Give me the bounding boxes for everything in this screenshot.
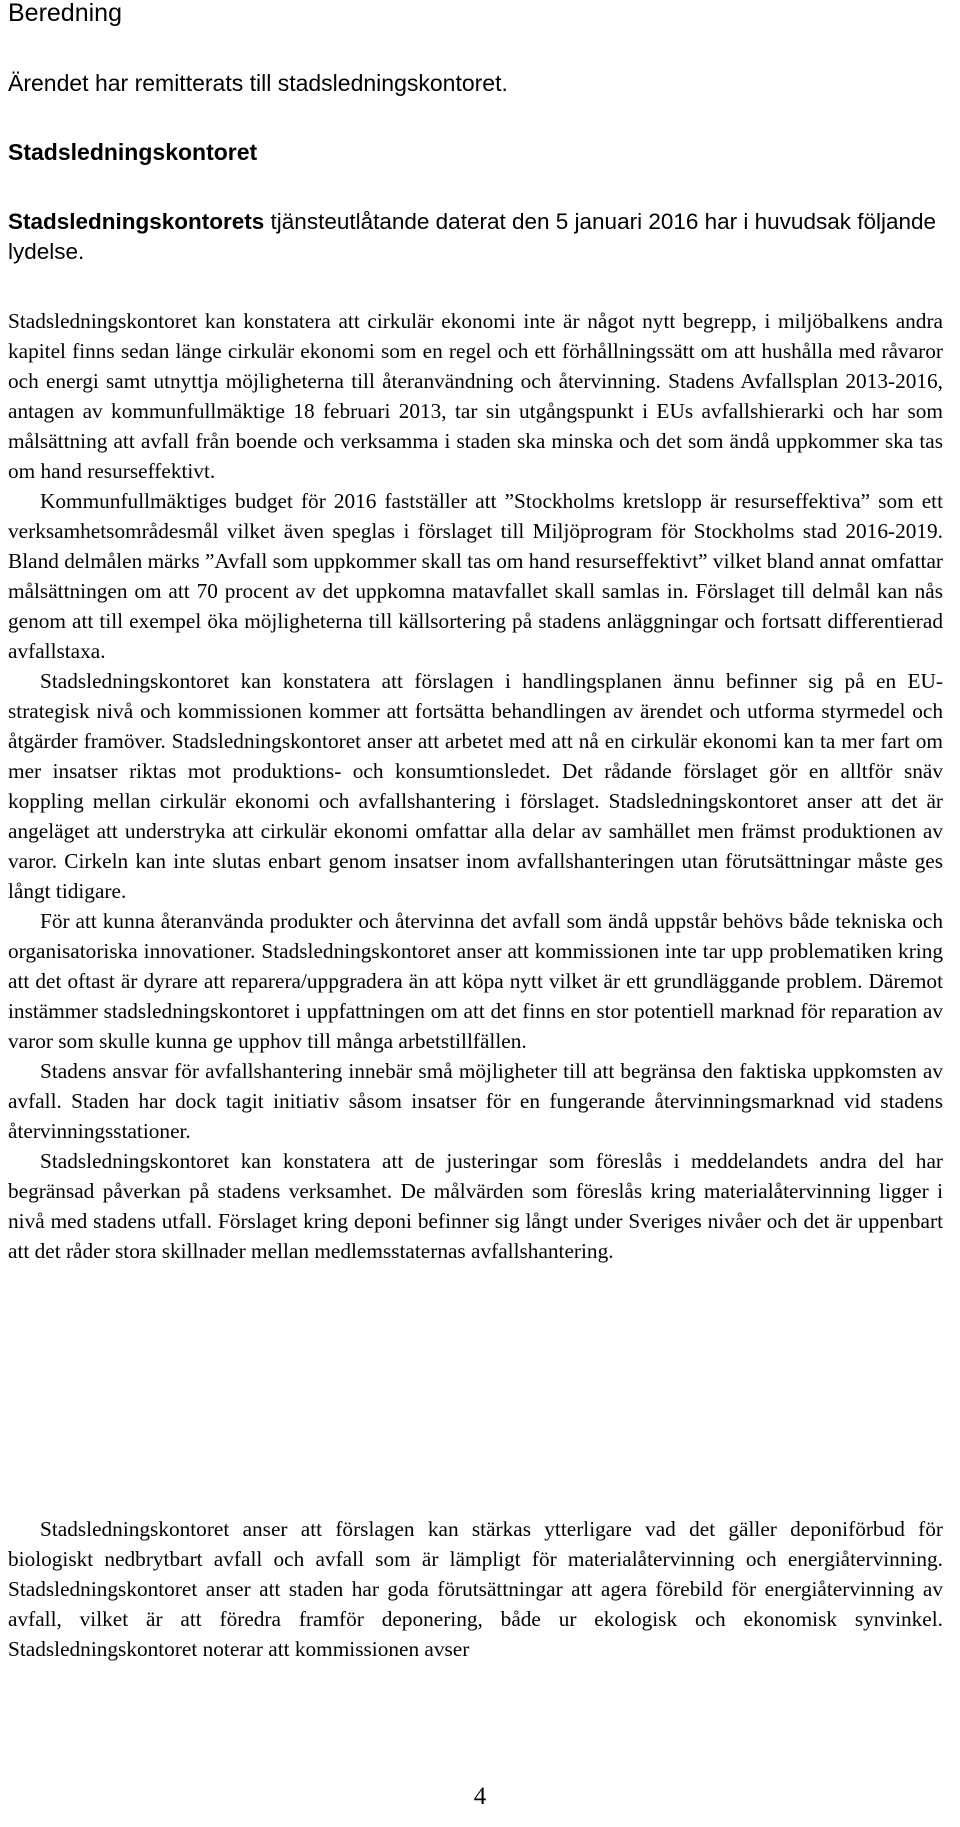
paragraph-2: Kommunfullmäktiges budget för 2016 fastställer att ”Stockholms kretslopp är resurseffektiva” som ett verksamhetsområdesmål vilket även speglas i förslaget till Miljöprogram för Stockholms stad 2016-2019. Bland delmålen märks ”Avfall som uppkommer skall tas om hand resurseffektivt” vilket bland annat omfattar målsättningen om att 70 procent av det uppkomna matavfallet skall samlas in. Förslaget till delmål kan nås genom att till exempel öka möjligheterna till källsortering på stadens anläggningar och fortsatt differentierad avfallstaxa. — [8, 489, 943, 663]
body-text — [8, 306, 943, 1266]
paragraph-4: För att kunna återanvända produkter och återvinna det avfall som ändå uppstår behövs både tekniska och organisatoriska innovationer. Stadsledningskontoret anser att kommissionen inte tar upp problematiken kring att det oftast är dyrare att reparera/uppgradera än att köpa nytt vilket är ett grundläggande problem. Däremot instämmer stadsledningskontoret i uppfattningen om att det finns en stor potentiell marknad för reparation av varor som skulle kunna ge upphov till många arbetstillfällen. — [8, 909, 943, 1053]
paragraph-5: Stadens ansvar för avfallshantering innebär små möjligheter till att begränsa den faktiska uppkomsten av avfall. Staden har dock tagit initiativ såsom insatser för en fungerande återvinningsmarknad vid stadens återvinningsstationer. — [8, 1059, 943, 1143]
section-title: Beredning — [8, 0, 122, 27]
intro-bold: Stadsledningskontorets — [8, 209, 265, 234]
paragraph-7: Stadsledningskontoret anser att förslagen kan stärkas ytterligare vad det gäller deponiförbud för biologiskt nedbrytbart avfall och avfall som är lämpligt för materialåtervinning och energiåtervinning. Stadsledningskontoret anser att staden har goda förutsättningar att agera förebild för energiåtervinning av avfall, vilket är att föredra framför deponering, både ur ekologisk och ekonomisk synvinkel. Stadsledningskontoret noterar att kommissionen avser — [8, 1517, 943, 1661]
office-heading: Stadsledningskontoret — [8, 139, 258, 165]
intro-rest: tjänsteutlåtande daterat den 5 januari 2016 har i huvudsak följande lydelse. — [8, 209, 937, 264]
page-number: 4 — [473, 1783, 487, 1810]
paragraph-1: Stadsledningskontoret kan konstatera att cirkulär ekonomi inte är något nytt begrepp, i miljöbalkens andra kapitel finns sedan länge cirkulär ekonomi som en regel och ett förhållningssätt om att hushålla med råvaror och energi samt utnyttja möjligheterna till återanvändning och återvinning. Stadens Avfallsplan 2013-2016, antagen av kommunfullmäktige 18 februari 2013, tar sin utgångspunkt i EUs avfallshierarki och har som målsättning att avfall från boende och verksamma i staden ska minska och det som ändå uppkommer ska tas om hand resurseffektivt. — [8, 309, 943, 483]
body-text-final — [8, 1514, 943, 1664]
paragraph-3: Stadsledningskontoret kan konstatera att förslagen i handlingsplanen ännu befinner sig på en EU-strategisk nivå och kommissionen kommer att fortsätta behandlingen av ärendet och utforma styrmedel och åtgärder framöver. Stadsledningskontoret anser att arbetet med att nå en cirkulär ekonomi kan ta mer fart om mer insatser riktas mot produktions- och konsumtionsledet. Det rådande förslaget gör en alltför snäv koppling mellan cirkulär ekonomi och avfallshantering i förslaget. Stadsledningskontoret anser att det är angeläget att understryka att cirkulär ekonomi omfattar alla delar av samhället men främst produktionen av varor. Cirkeln kan inte slutas enbart genom insatser inom avfallshanteringen utan förutsättningar måste ges långt tidigare. — [8, 669, 943, 903]
remit-line: Ärendet har remitterats till stadsledningskontoret. — [8, 70, 508, 96]
paragraph-6: Stadsledningskontoret kan konstatera att de justeringar som föreslås i meddelandets andra del har begränsad påverkan på stadens verksamhet. De målvärden som föreslås kring materialåtervinning ligger i nivå med stadens utfall. Förslaget kring deponi befinner sig långt under Sveriges nivåer och det är uppenbart att det råder stora skillnader mellan medlemsstaternas avfallshantering. — [8, 1149, 943, 1263]
intro-paragraph — [8, 207, 948, 267]
